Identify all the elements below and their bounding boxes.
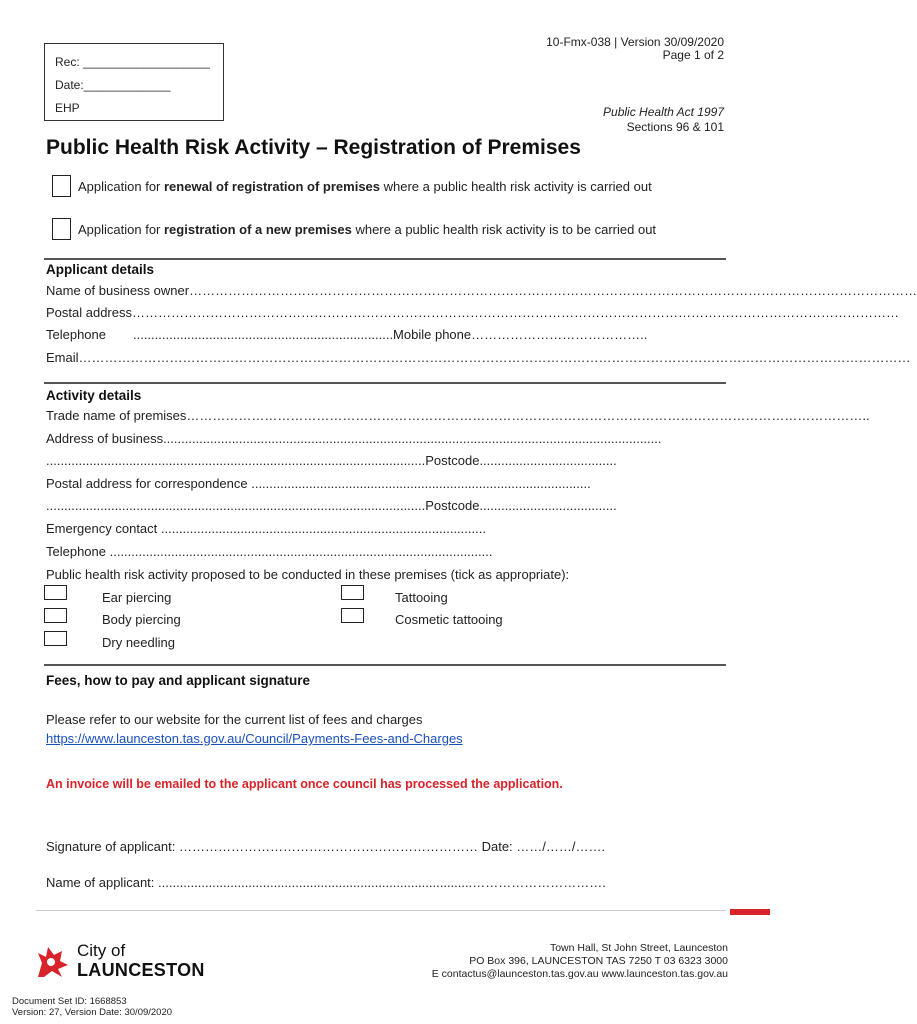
trade-name-field[interactable]: Trade name of premises………………………………………………………………………………………………………………………………………….. [46,408,870,423]
ehp-field[interactable]: EHP [55,101,80,115]
email-field[interactable]: Email………………………………………………………………………………………………………………………………………………………………………… [46,350,911,365]
activity-heading: Activity details [46,388,142,403]
renewal-checkbox[interactable] [52,175,71,197]
postal-address-field[interactable]: Postal address…………………………………………………………………………………………………………………………………………………………… [46,305,899,320]
office-use-box [44,43,224,121]
footer-divider [36,910,726,911]
launceston-logo-icon [36,943,70,979]
emergency-contact-field[interactable]: Emergency contact .......................................................................................... [46,521,486,536]
fees-refer-text: Please refer to our website for the current list of fees and charges [46,712,423,727]
cosmetic-tattooing-label: Cosmetic tattooing [395,612,503,627]
act-reference: Public Health Act 1997 [603,105,724,119]
cosmetic-tattooing-checkbox[interactable] [341,608,364,623]
fees-heading: Fees, how to pay and applicant signature [46,673,311,688]
date-field[interactable]: Date:_____________ [55,78,171,92]
footer-contact: E contactus@launceston.tas.gov.au www.launceston.tas.gov.au [431,968,728,980]
emergency-telephone-field[interactable]: Telephone .......................................................................................................... [46,544,493,559]
applicant-heading: Applicant details [46,262,155,277]
applicant-name-field[interactable]: Name of applicant: .......................................................................................…………………………. [46,875,606,890]
telephone-mobile-field[interactable]: ........................................................................Mobile phone………………………………….. [133,327,648,342]
new-premises-checkbox[interactable] [52,218,71,240]
page-title: Public Health Risk Activity – Registration of Premises [46,136,581,159]
footer-address-line1: Town Hall, St John Street, Launceston [549,942,728,954]
correspondence-address-field[interactable]: Postal address for correspondence .............................................................................................. [46,476,591,491]
divider [44,382,726,384]
dry-needling-checkbox[interactable] [44,631,67,646]
footer-accent [730,909,770,915]
footer-address-line2: PO Box 396, LAUNCESTON TAS 7250 T 03 6323 3000 [469,955,728,967]
invoice-notice: An invoice will be emailed to the applicant once council has processed the application. [46,777,563,791]
form-id: 10-Fmx-038 | Version 30/09/2020 [546,35,724,49]
fees-link[interactable]: https://www.launceston.tas.gov.au/Council/Payments-Fees-and-Charges [46,731,463,746]
ear-piercing-checkbox[interactable] [44,585,67,600]
new-premises-option-label: Application for registration of a new premises where a public health risk activity is to be carried out [78,222,657,237]
renewal-option-label: Application for renewal of registration of premises where a public health risk activity is carried out [78,179,652,194]
divider [44,258,726,260]
logo-text-bottom: LAUNCESTON [77,960,205,980]
page-number: Page 1 of 2 [662,48,724,62]
body-piercing-checkbox[interactable] [44,608,67,623]
divider [44,664,726,666]
body-piercing-label: Body piercing [102,612,181,627]
logo-text-top: City of [77,941,126,960]
correspondence-postcode-field[interactable]: .........................................................................................................Postcode...................................... [46,498,617,513]
tattooing-label: Tattooing [395,590,448,605]
rec-field[interactable]: Rec: ___________________ [55,55,210,69]
document-version: Version: 27, Version Date: 30/09/2020 [12,1007,173,1018]
sections-reference: Sections 96 & 101 [626,120,724,134]
activity-instructions: Public health risk activity proposed to be conducted in these premises (tick as appropriate): [46,567,570,582]
signature-field[interactable]: Signature of applicant: …………………………………………………………… Date: ……/……/……. [46,839,606,854]
business-address-field[interactable]: Address of business.......................................................................................................................................... [46,431,662,446]
business-address-postcode-field[interactable]: .........................................................................................................Postcode...................................... [46,453,617,468]
dry-needling-label: Dry needling [102,635,175,650]
document-set-id: Document Set ID: 1668853 [12,996,127,1007]
telephone-label: Telephone [46,327,106,342]
business-owner-field[interactable]: Name of business owner…………………………………………………………………………………………………………………………………………………… [46,283,917,298]
tattooing-checkbox[interactable] [341,585,364,600]
ear-piercing-label: Ear piercing [102,590,172,605]
